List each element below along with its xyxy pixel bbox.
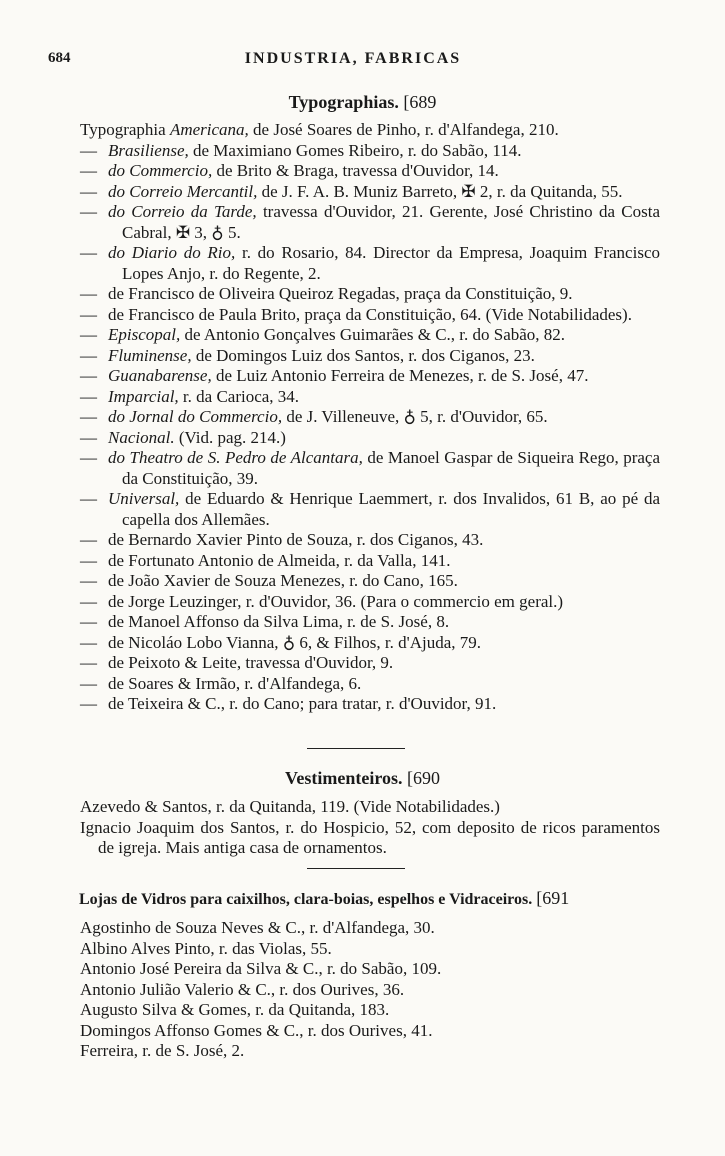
dash-mark <box>80 243 108 264</box>
dash-mark <box>80 346 108 367</box>
list-item <box>80 674 660 695</box>
dash-mark <box>80 694 108 715</box>
entry-name: Universal, <box>108 489 180 508</box>
dash-mark <box>80 448 108 469</box>
dash-mark <box>80 674 108 695</box>
entry-name: do Jornal do Commercio, <box>108 407 283 426</box>
section-divider <box>307 748 405 749</box>
dash-mark <box>80 182 108 203</box>
list-item <box>80 407 660 428</box>
dash-mark <box>80 612 108 633</box>
entry-name: do Correio da Tarde, <box>108 202 257 221</box>
entry-details: de Manoel Gaspar de Siqueira Rego, praça da Constituição, 39. <box>122 448 660 488</box>
entry-details: de Manoel Affonso da Silva Lima, r. de S. José, 8. <box>108 612 450 631</box>
list-item: Antonio José Pereira da Silva & C., r. do Sabão, 109. <box>80 959 442 978</box>
list-item: Agostinho de Souza Neves & C., r. d'Alfandega, 30. <box>80 918 435 937</box>
entry-name: do Correio Mercantil, <box>108 181 258 201</box>
list-item: Antonio Julião Valerio & C., r. dos Ourives, 36. <box>80 979 405 999</box>
page-number: 684 <box>48 50 71 66</box>
entry-details: de Francisco de Paula Brito, praça da Constituição, 64. (Vide Notabilidades). <box>108 304 632 324</box>
entry-details: r. da Carioca, 34. <box>178 386 300 406</box>
dash-mark <box>80 161 108 182</box>
entry-details: de Soares & Irmão, r. d'Alfandega, 6. <box>108 673 362 693</box>
section-title: Lojas de Vidros para caixilhos, clara-boias, espelhos e Vidraceiros. <box>79 891 533 908</box>
dash-mark <box>80 592 108 613</box>
dash-mark <box>80 428 108 449</box>
entry-details: de Nicoláo Lobo Vianna, ♁ 6, & Filhos, r. d'Ajuda, 79. <box>108 632 482 652</box>
list-item: Azevedo & Santos, r. da Quitanda, 119. (Vide Notabilidades.) <box>80 797 500 816</box>
list-item: Ferreira, r. de S. José, 2. <box>80 1041 245 1060</box>
list-item <box>80 346 660 367</box>
running-title: INDUSTRIA, FABRICAS <box>244 50 462 67</box>
list-item <box>80 202 660 243</box>
vestimenteiros-list <box>80 797 660 859</box>
dash-mark <box>80 489 108 510</box>
entry-details: de Teixeira & C., r. do Cano; para tratar, r. d'Ouvidor, 91. <box>108 694 497 713</box>
entry-details: de João Xavier de Souza Menezes, r. do Cano, 165. <box>108 571 458 590</box>
page-header <box>48 50 658 76</box>
entry-details: de J. F. A. B. Muniz Barreto, ✠ 2, r. da Quitanda, 55. <box>257 181 623 201</box>
vidros-list <box>80 918 660 1062</box>
list-item: Domingos Affonso Gomes & C., r. dos Ourives, 41. <box>80 1020 433 1040</box>
entry-details: de Brito & Braga, travessa d'Ouvidor, 14. <box>212 161 499 180</box>
section-heading-typographias <box>0 92 725 113</box>
entry-details: de Fortunato Antonio de Almeida, r. da Valla, 141. <box>108 550 451 570</box>
list-item <box>80 448 660 489</box>
dash-mark <box>80 366 108 387</box>
entry-name: do Commercio, <box>108 161 213 180</box>
list-item <box>80 305 660 326</box>
entry-details: de Francisco de Oliveira Queiroz Regadas, praça da Constituição, 9. <box>108 284 573 303</box>
dash-mark <box>80 551 108 572</box>
list-item: Albino Alves Pinto, r. das Violas, 55. <box>80 938 332 958</box>
section-heading-vestimenteiros <box>0 768 725 789</box>
section-number: [690 <box>406 768 440 788</box>
list-item <box>80 141 660 162</box>
list-item: Typographia Americana, de José Soares de Pinho, r. d'Alfandega, 210. <box>80 120 559 139</box>
section-number: [689 <box>403 92 437 112</box>
list-item <box>80 612 660 633</box>
dash-mark <box>80 407 108 428</box>
entry-name: Nacional. <box>108 427 175 447</box>
entry-name: Fluminense, <box>108 345 192 365</box>
list-item <box>80 694 660 715</box>
entry-name: Brasiliense, <box>108 140 189 160</box>
list-item <box>80 387 660 408</box>
list-item <box>80 161 660 182</box>
dash-mark <box>80 202 108 223</box>
list-item <box>80 325 660 346</box>
dash-mark <box>80 305 108 326</box>
dash-mark <box>80 284 108 305</box>
entry-details: r. do Rosario, 84. Director da Empresa, Joaquim Francisco Lopes Anjo, r. do Regente, 2. <box>122 243 660 283</box>
entry-name: Episcopal, <box>108 325 181 344</box>
entry-name: do Diario do Rio, <box>108 243 236 262</box>
entry-name: Guanabarense, <box>108 366 212 385</box>
entry-details: travessa d'Ouvidor, 21. Gerente, José Christino da Costa Cabral, ✠ 3, ♁ 5. <box>122 202 660 242</box>
list-item <box>80 428 660 449</box>
list-item <box>80 489 660 530</box>
list-item <box>80 633 660 654</box>
list-item <box>80 551 660 572</box>
entry-details: de Antonio Gonçalves Guimarães & C., r. do Sabão, 82. <box>180 325 566 344</box>
dash-mark <box>80 325 108 346</box>
entry-details: de Eduardo & Henrique Laemmert, r. dos Invalidos, 61 B, ao pé da capella dos Allemães. <box>122 489 660 529</box>
dash-mark <box>80 387 108 408</box>
section-heading-vidros <box>79 888 679 909</box>
list-item <box>80 530 660 551</box>
typographias-list <box>80 120 660 715</box>
list-item <box>80 243 660 284</box>
list-item <box>80 284 660 305</box>
entry-name: Imparcial, <box>108 386 179 406</box>
entry-details: de Peixoto & Leite, travessa d'Ouvidor, 9. <box>108 653 394 672</box>
list-item: Augusto Silva & Gomes, r. da Quitanda, 183. <box>80 1000 390 1019</box>
entry-details: de Luiz Antonio Ferreira de Menezes, r. de S. José, 47. <box>211 366 589 385</box>
section-divider <box>307 868 405 869</box>
dash-mark <box>80 141 108 162</box>
entry-details: de Maximiano Gomes Ribeiro, r. do Sabão, 114. <box>188 140 522 160</box>
dash-mark <box>80 530 108 551</box>
section-title: Typographias. <box>288 92 399 112</box>
list-item <box>80 592 660 613</box>
list-item <box>80 182 660 203</box>
entry-details: de Bernardo Xavier Pinto de Souza, r. dos Ciganos, 43. <box>108 530 484 549</box>
entry-details: de Domingos Luiz dos Santos, r. dos Ciganos, 23. <box>191 345 535 365</box>
entry-details: (Vid. pag. 214.) <box>174 427 286 447</box>
dash-mark <box>80 633 108 654</box>
section-title: Vestimenteiros. <box>285 768 403 788</box>
list-item <box>80 653 660 674</box>
list-item: Ignacio Joaquim dos Santos, r. do Hospicio, 52, com deposito de ricos paramentos de igreja. Mais antiga casa de ornamentos. <box>80 817 660 857</box>
entry-details: de Jorge Leuzinger, r. d'Ouvidor, 36. (Para o commercio em geral.) <box>108 591 564 611</box>
dash-mark <box>80 653 108 674</box>
entry-name: do Theatro de S. Pedro de Alcantara, <box>108 448 363 467</box>
section-number: [691 <box>536 888 570 908</box>
list-item <box>80 366 660 387</box>
entry-details: de J. Villeneuve, ♁ 5, r. d'Ouvidor, 65. <box>282 407 548 426</box>
dash-mark <box>80 571 108 592</box>
list-item <box>80 571 660 592</box>
